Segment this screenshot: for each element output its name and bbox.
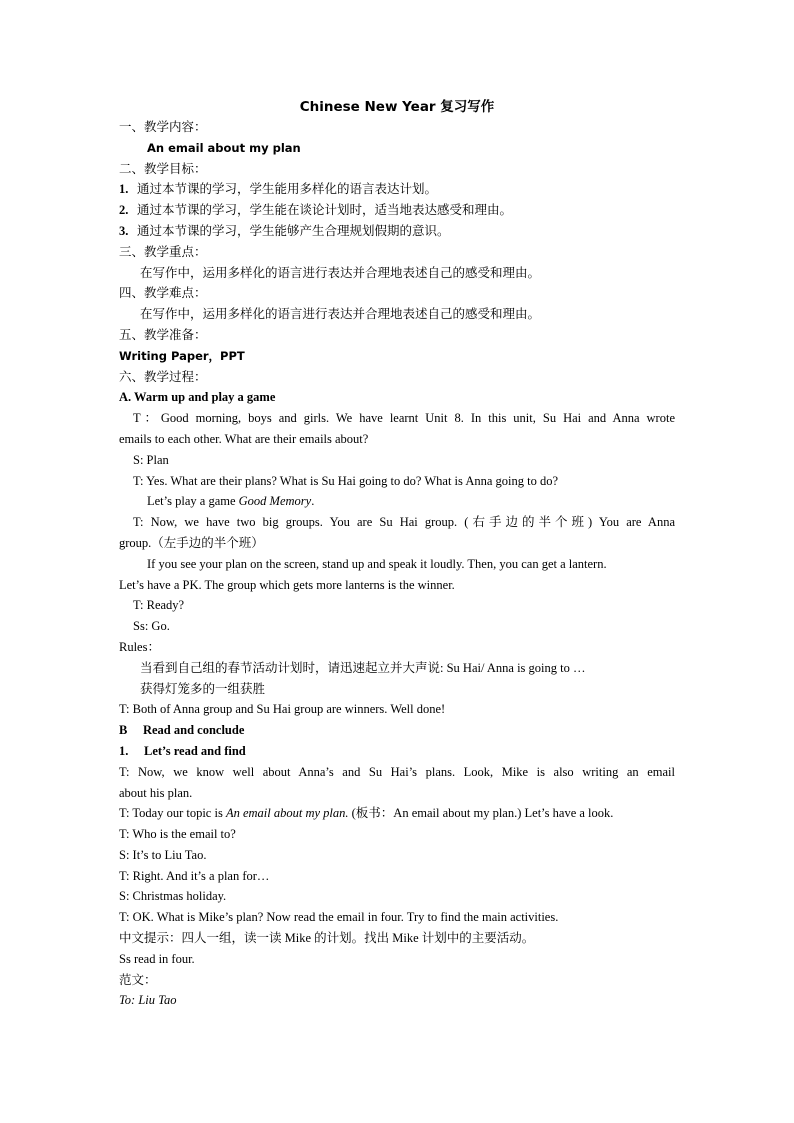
dialogue-line: T: Ready? — [133, 598, 185, 613]
dialogue-line: Ss: Go. — [133, 619, 170, 634]
section-heading-content: 一、教学内容： — [119, 120, 207, 134]
section-heading-process: 六、教学过程： — [119, 369, 207, 384]
preparation-content: Writing Paper，PPT — [119, 348, 245, 363]
difficulties-content: 在写作中，运用多样化的语言进行表达并合理地表述自己的感受和理由。 — [140, 307, 541, 322]
section-heading-key-points: 三、教学重点： — [119, 244, 207, 259]
chinese-hint: 中文提示：四人一组，读一读 Mike 的计划。找出 Mike 计划中的主要活动。 — [119, 931, 535, 946]
section-heading-difficulties: 四、教学难点： — [119, 286, 207, 301]
document-body — [119, 117, 675, 1011]
key-points-content: 在写作中，运用多样化的语言进行表达并合理地表述自己的感受和理由。 — [140, 265, 541, 280]
goal-item-1: 1. 通过本节课的学习，学生能用多样化的语言表达计划。 — [119, 182, 438, 197]
dialogue-line: T：Good morning, boys and girls. We have learnt Unit 8. In this unit, Su Hai and Anna wrote — [133, 411, 675, 426]
dialogue-line: T: Today our topic is An email about my plan. (板书：An email about my plan.) Let’s have a look. — [119, 806, 614, 821]
dialogue-line: S: Plan — [133, 452, 169, 467]
sample-email-to: To: Liu Tao — [119, 993, 177, 1008]
section-heading-goals: 二、教学目标： — [119, 161, 207, 176]
dialogue-line: about his plan. — [119, 785, 193, 800]
game-name: Good Memory — [238, 494, 312, 509]
dialogue-line: T: Right. And it’s a plan for… — [119, 868, 270, 883]
dialogue-line: group.（左手边的半个班） — [119, 535, 264, 550]
sample-heading: 范文： — [119, 972, 157, 987]
dialogue-line: S: It’s to Liu Tao. — [119, 847, 207, 862]
part-a-heading: A. Warm up and play a game — [119, 390, 276, 405]
dialogue-line: Let’s play a game Good Memory. — [147, 494, 315, 509]
dialogue-line: T: OK. What is Mike’s plan? Now read the email in four. Try to find the main activities. — [119, 910, 559, 925]
dialogue-line: If you see your plan on the screen, stand up and speak it loudly. Then, you can get a lantern. — [147, 556, 607, 571]
dialogue-line: T: Now, we know well about Anna’s and Su Hai’s plans. Look, Mike is also writing an email — [119, 764, 675, 779]
dialogue-line: S: Christmas holiday. — [119, 889, 227, 904]
page-title: Chinese New Year 复习写作 — [299, 99, 495, 115]
part-b-heading: B Read and conclude — [119, 723, 245, 738]
dialogue-line: T: Now, we have two big groups. You are Su Hai group. (右手边的半个班) You are Anna — [133, 515, 675, 530]
section-content-topic: An email about my plan — [147, 140, 301, 155]
goal-item-3: 3. 通过本节课的学习，学生能够产生合理规划假期的意识。 — [119, 223, 450, 238]
part-b-step-1-heading: 1. Let’s read and find — [119, 743, 246, 758]
rule-item-2: 获得灯笼多的一组获胜 — [140, 681, 266, 696]
rules-heading: Rules： — [119, 639, 160, 654]
dialogue-line: Ss read in four. — [119, 951, 195, 966]
dialogue-line: Let’s have a PK. The group which gets more lanterns is the winner. — [119, 577, 455, 592]
dialogue-line: T: Both of Anna group and Su Hai group are winners. Well done! — [119, 702, 446, 717]
dialogue-line: T: Yes. What are their plans? What is Su Hai going to do? What is Anna going to do? — [133, 473, 559, 488]
rule-item-1: 当看到自己组的春节活动计划时，请迅速起立并大声说: Su Hai/ Anna is going to … — [140, 660, 586, 675]
dialogue-line: T: Who is the email to? — [119, 827, 236, 842]
goal-item-2: 2. 通过本节课的学习，学生能在谈论计划时，适当地表达感受和理由。 — [119, 203, 513, 218]
section-heading-preparation: 五、教学准备： — [119, 327, 207, 342]
dialogue-line: emails to each other. What are their emails about? — [119, 431, 369, 446]
topic-title: An email about my plan. — [225, 806, 349, 821]
